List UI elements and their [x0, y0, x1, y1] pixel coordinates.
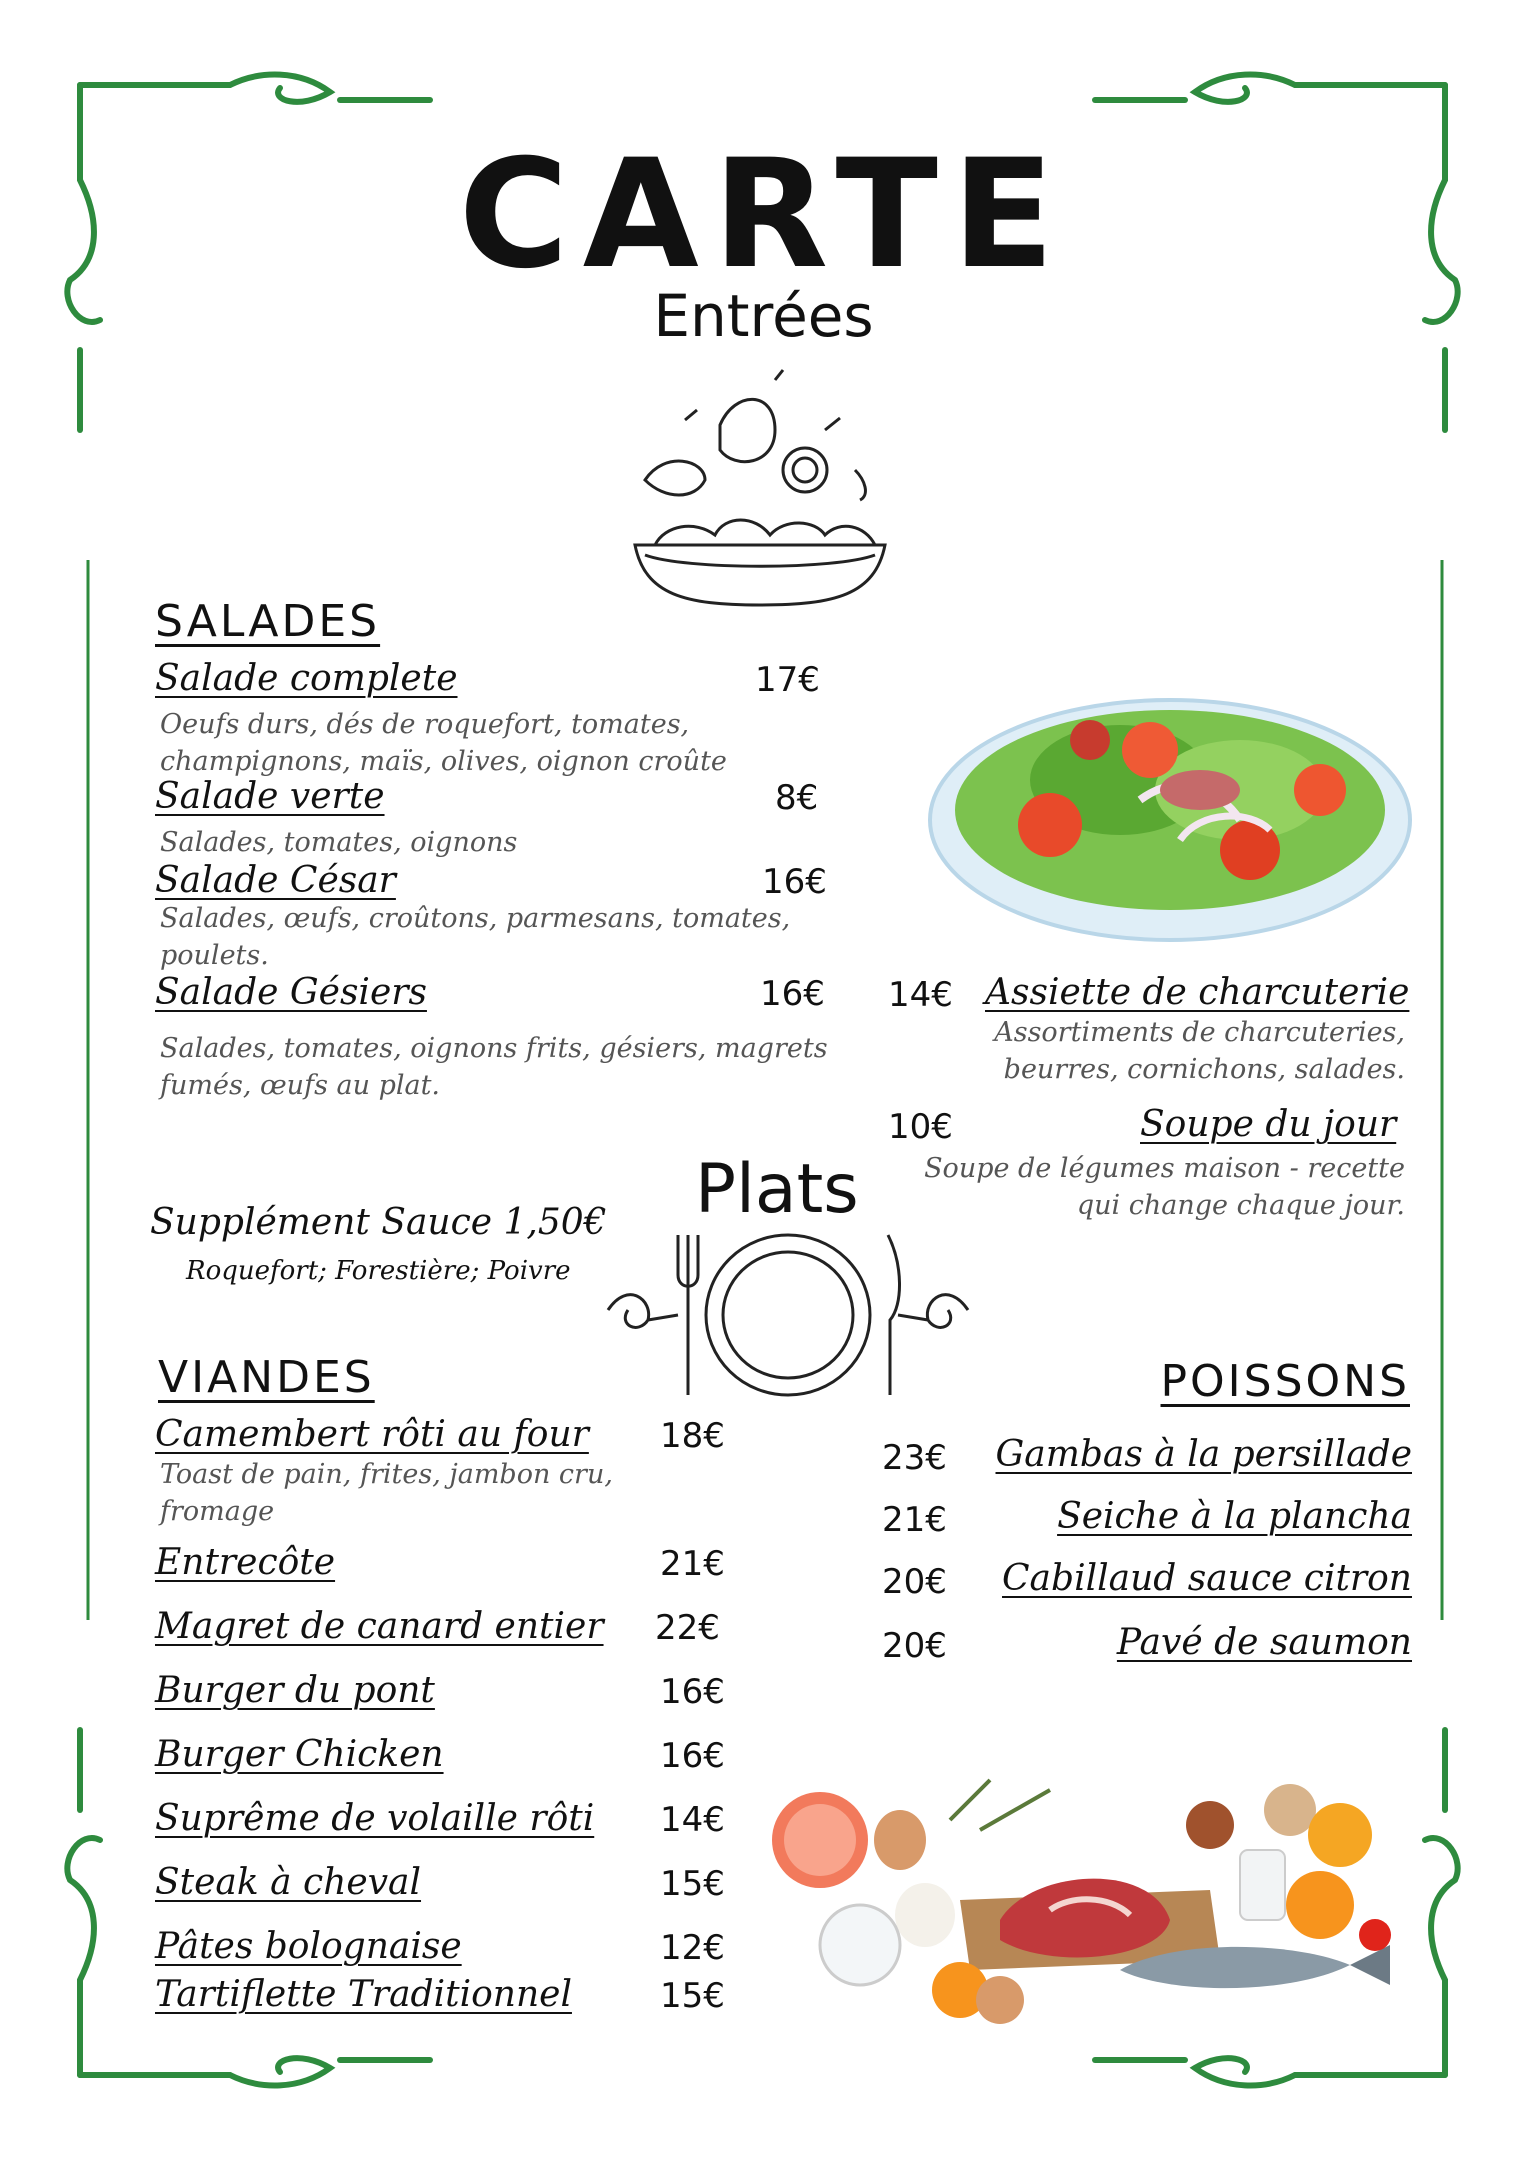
burger-chicken-name: Burger Chicken: [155, 1734, 444, 1775]
steak-cheval-name: Steak à cheval: [155, 1862, 422, 1903]
page-subtitle: Entrées: [653, 282, 874, 350]
camembert-desc: Toast de pain, frites, jambon cru, fromage: [160, 1459, 613, 1527]
burger-chicken-price: 16€: [660, 1736, 725, 1776]
salade-complete-name: Salade complete: [155, 658, 458, 699]
salad-plate-image: [920, 640, 1420, 940]
seiche-price: 21€: [882, 1500, 947, 1540]
cabillaud-price: 20€: [882, 1562, 947, 1602]
entrecote-name: Entrecôte: [155, 1542, 336, 1583]
burger-pont-name: Burger du pont: [155, 1670, 435, 1711]
ingredients-image: [750, 1760, 1410, 2020]
salade-verte-price: 8€: [775, 778, 819, 818]
salade-gesiers-price: 16€: [760, 974, 825, 1014]
entrecote-price: 21€: [660, 1544, 725, 1584]
poissons-heading: POISSONS: [1160, 1356, 1410, 1407]
camembert-name: Camembert rôti au four: [155, 1414, 589, 1455]
supreme-volaille-name: Suprême de volaille rôti: [155, 1798, 595, 1839]
seiche-name: Seiche à la plancha: [1057, 1496, 1412, 1537]
salade-cesar-name: Salade César: [155, 860, 396, 901]
salade-verte-name: Salade verte: [155, 776, 385, 817]
burger-pont-price: 16€: [660, 1672, 725, 1712]
tartiflette-name: Tartiflette Traditionnel: [155, 1974, 572, 2015]
pates-name: Pâtes bolognaise: [155, 1926, 462, 1967]
page-title: CARTE: [458, 128, 1069, 302]
charcuterie-desc: Assortiments de charcuteries, beurres, cornichons, salades.: [994, 1017, 1405, 1085]
magret-price: 22€: [655, 1608, 720, 1648]
plate-cutlery-icon: [608, 1225, 968, 1405]
salade-complete-desc: Oeufs durs, dés de roquefort, tomates, champignons, maïs, olives, oignon croûte: [160, 709, 727, 777]
salade-cesar-desc: Salades, œufs, croûtons, parmesans, tomates, poulets.: [160, 903, 791, 971]
salades-heading: SALADES: [155, 596, 381, 647]
salade-gesiers-desc: Salades, tomates, oignons frits, gésiers, magrets fumés, œufs au plat.: [160, 1033, 828, 1101]
soupe-desc: Soupe de légumes maison - recette qui change chaque jour.: [924, 1153, 1405, 1221]
pates-price: 12€: [660, 1928, 725, 1968]
pave-saumon-name: Pavé de saumon: [1116, 1622, 1412, 1663]
supplement-options: Roquefort; Forestière; Poivre: [186, 1256, 571, 1286]
supreme-volaille-price: 14€: [660, 1800, 725, 1840]
supplement-label: Supplément Sauce 1,50€: [150, 1202, 607, 1243]
cabillaud-name: Cabillaud sauce citron: [1002, 1558, 1412, 1599]
plats-heading: Plats: [695, 1150, 859, 1229]
soupe-name: Soupe du jour: [1140, 1104, 1397, 1145]
viandes-heading: VIANDES: [158, 1352, 375, 1403]
salade-gesiers-name: Salade Gésiers: [155, 972, 427, 1013]
camembert-price: 18€: [660, 1416, 725, 1456]
tartiflette-price: 15€: [660, 1976, 725, 2016]
steak-cheval-price: 15€: [660, 1864, 725, 1904]
gambas-price: 23€: [882, 1438, 947, 1478]
salad-bowl-icon: [625, 370, 905, 610]
soupe-price: 10€: [888, 1107, 953, 1147]
pave-saumon-price: 20€: [882, 1626, 947, 1666]
charcuterie-name: Assiette de charcuterie: [985, 972, 1410, 1013]
charcuterie-price: 14€: [888, 975, 953, 1015]
salade-complete-price: 17€: [755, 660, 820, 700]
magret-name: Magret de canard entier: [155, 1606, 604, 1647]
gambas-name: Gambas à la persillade: [995, 1434, 1412, 1475]
salade-verte-desc: Salades, tomates, oignons: [160, 827, 518, 858]
salade-cesar-price: 16€: [762, 862, 827, 902]
